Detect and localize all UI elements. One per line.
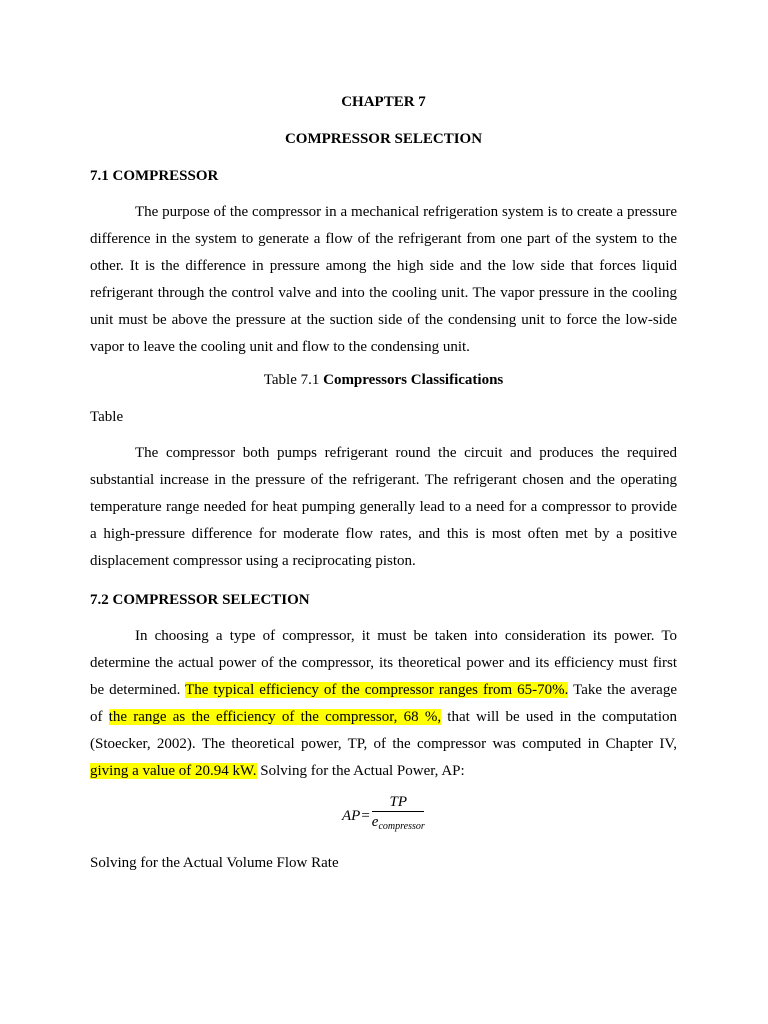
paragraph-text: In choosing a type of compressor, it must be taken into consideration its power. To determine the actual power of the compressor, its theoretical power and its efficiency must first be determined. [90,628,677,698]
section-7-1-paragraph: The purpose of the compressor in a mechanical refrigeration system is to create a pressure difference in the system to generate a flow of the refrigerant from one part of the system to the other. It is the difference in pressure among the high side and the low side that forces liquid refrigerant through the control valve and into the cooling unit. The vapor pressure in the cooling unit must be above the pressure at the suction side of the condensing unit to force the low-side vapor to leave the cooling unit and flow to the condensing unit. [90,204,677,355]
formula-expression [342,793,425,837]
table-placeholder: Table [90,409,124,425]
highlighted-text: giving a value of 20.94 kW. [90,763,257,779]
section-heading-7-2: 7.2 COMPRESSOR SELECTION [90,592,310,608]
formula-lhs: AP [342,808,361,824]
page-content [90,90,677,875]
highlighted-text: the range as the efficiency of the compressor, 68 %, [108,709,442,725]
section-heading-7-1: 7.1 COMPRESSOR [90,168,219,184]
compressor-paragraph: The compressor both pumps refrigerant round the circuit and produces the required substantial increase in the pressure of the refrigerant. The refrigerant chosen and the operating temperature range needed for heat pumping generally lead to a need for a compressor to provide a high-pressure difference for moderate flow rates, and this is most often met by a positive displacement compressor using a reciprocating piston. [90,445,677,569]
denominator-base: e [371,814,379,830]
formula-denominator [372,812,425,837]
paragraph-text: Take the average of [90,682,677,725]
formula-fraction [372,793,425,837]
highlighted-text: The typical efficiency of the compressor ranges from 65-70%. [185,682,569,698]
formula-numerator: TP [389,794,408,810]
actual-power-formula [90,793,677,837]
denominator-subscript: compressor [378,821,425,832]
section-7-2-paragraph [90,623,677,785]
table-caption-label: Table 7.1 [263,372,320,388]
table-caption [90,368,677,392]
chapter-number: CHAPTER 7 [341,94,426,110]
paragraph-text: Solving for the Actual Power, AP: [256,763,465,779]
chapter-title: COMPRESSOR SELECTION [284,131,483,147]
table-caption-title: Compressors Classifications [323,372,504,388]
volume-flow-rate-text: Solving for the Actual Volume Flow Rate [90,855,339,871]
paragraph-text: that will be used in the computation (Stoecker, 2002). The theoretical power, TP, of the compressor was computed in Chapter IV, [90,709,677,752]
formula-equals: = [361,808,370,824]
